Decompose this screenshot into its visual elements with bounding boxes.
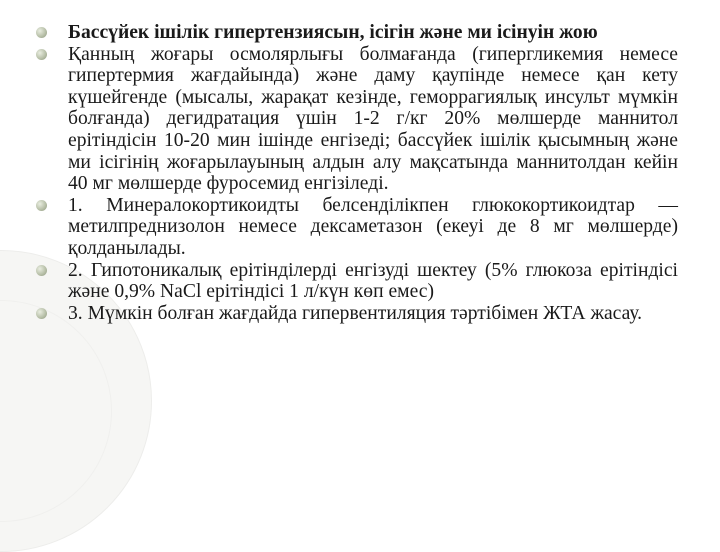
bullet-dot-icon [36,49,47,60]
bullet-text: 2. Гипотоникалық ерітінділерді енгізуді шектеу (5% глюкоза ерітіндісі және 0,9% NaCl ерітіндісі 1 л/күн көп емес) [68,259,678,303]
bullet-text: Бассүйек ішілік гипертензиясын, ісігін және ми ісінуін жою [68,22,598,43]
bullet-text: 3. Мүмкін болған жағдайда гипервентиляция тәртібімен ЖТА жасау. [68,302,643,324]
bullet-text: 1. Минералокортикоидты белсенділікпен глюкокортикоидтар — метилпреднизолон немесе дексаметазон (екеуі де 8 мг мөлшерде) қолданылады. [68,194,678,259]
bullet-item [36,260,678,303]
bullet-dot-icon [36,265,47,276]
bullet-item [36,44,678,195]
bullet-list [36,22,678,324]
bullet-dot-icon [36,27,47,38]
bullet-item [36,195,678,260]
bullet-item [36,303,678,325]
bullet-dot-icon [36,200,47,211]
bullet-text: Қанның жоғары осмолярлығы болмағанда (гипергликемия немесе гипертермия жағдайында) және даму қаупінде немесе қан кету күшейгенде (мысалы, жарақат кезінде, геморрагиялық инсульт мүмкін болғанда) дегидратация үшін 1-2 г/кг 20% мөлшерде маннитол ерітіндісін 10-20 мин ішінде енгізеді; бассүйек ішілік қысымның және ми ісігінің жоғарылауының алдын алу мақсатында маннитолдан кейін 40 мг мөлшерде фуросемид енгізіледі. [68,43,678,195]
bullet-dot-icon [36,308,47,319]
bullet-item [36,22,678,44]
